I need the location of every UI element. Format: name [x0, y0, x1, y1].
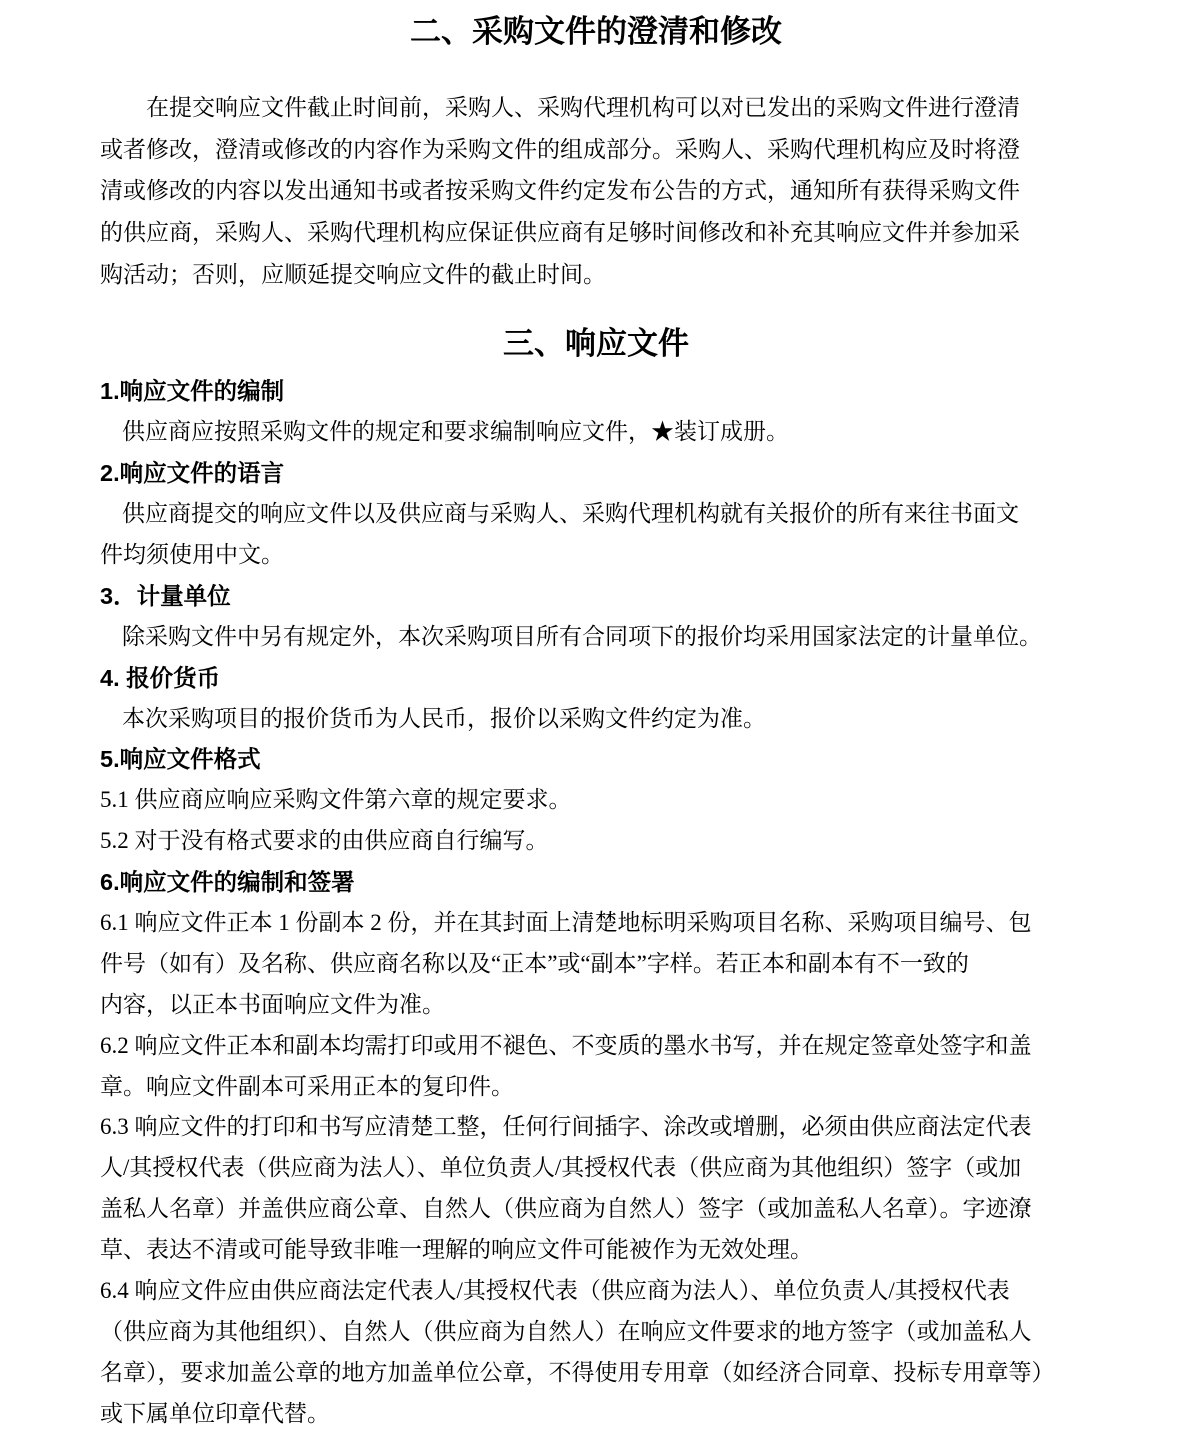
section-3-heading: 三、响应文件 — [503, 326, 689, 362]
clarification-paragraph — [100, 87, 1092, 295]
paragraph-line: 6.4 响应文件应由供应商法定代表人/其授权代表（供应商为法人）、单位负责人/其授权代表 — [100, 1278, 1010, 1304]
response-documents-body — [100, 371, 1092, 1434]
section-2-heading: 二、采购文件的澄清和修改 — [410, 14, 782, 49]
document-page — [0, 10, 1180, 1435]
paragraph-line: 供应商提交的响应文件以及供应商与采购人、采购代理机构就有关报价的所有来往书面文 — [122, 501, 1019, 527]
subheading-2-language: 2.响应文件的语言 — [100, 460, 285, 487]
paragraph-line: 在提交响应文件截止时间前，采购人、采购代理机构可以对已发出的采购文件进行澄清 — [146, 95, 1020, 120]
paragraph-line: 盖私人名章）并盖供应商公章、自然人（供应商为自然人）签字（或加盖私人名章）。字迹潦 — [100, 1196, 1032, 1222]
paragraph-line: 除采购文件中另有规定外，本次采购项目所有合同项下的报价均采用国家法定的计量单位。 — [122, 623, 1042, 649]
paragraph-line: （供应商为其他组织）、自然人（供应商为自然人）在响应文件要求的地方签字（或加盖私人 — [100, 1318, 1032, 1344]
paragraph-line: 购活动；否则，应顺延提交响应文件的截止时间。 — [100, 261, 606, 287]
paragraph-line: 6.3 响应文件的打印和书写应清楚工整，任何行间插字、涂改或增删，必须由供应商法定代表 — [100, 1114, 1032, 1140]
paragraph-line: 6.2 响应文件正本和副本均需打印或用不褪色、不变质的墨水书写，并在规定签章处签字和盖 — [100, 1032, 1032, 1058]
subheading-3-measurement-units: 3．计量单位 — [100, 582, 231, 609]
paragraph-line: 内容，以正本书面响应文件为准。 — [100, 991, 445, 1017]
subheading-1-preparation: 1.响应文件的编制 — [100, 378, 285, 405]
paragraph-line: 人/其授权代表（供应商为法人）、单位负责人/其授权代表（供应商为其他组织）签字（或加 — [100, 1155, 1022, 1181]
paragraph-line: 名章），要求加盖公章的地方加盖单位公章，不得使用专用章（如经济合同章、投标专用章等） — [100, 1359, 1055, 1385]
paragraph-line: 草、表达不清或可能导致非唯一理解的响应文件可能被作为无效处理。 — [100, 1237, 813, 1263]
paragraph-line: 或下属单位印章代替。 — [100, 1400, 330, 1426]
subheading-4-quotation-currency: 4. 报价货币 — [100, 664, 221, 691]
paragraph-line: 5.2 对于没有格式要求的由供应商自行编写。 — [100, 828, 549, 854]
paragraph-line: 5.1 供应商应响应采购文件第六章的规定要求。 — [100, 787, 572, 813]
paragraph-line: 的供应商，采购人、采购代理机构应保证供应商有足够时间修改和补充其响应文件并参加采 — [100, 220, 1020, 246]
paragraph-line: 供应商应按照采购文件的规定和要求编制响应文件，★装订成册。 — [122, 419, 789, 445]
paragraph-line: 清或修改的内容以发出通知书或者按采购文件约定发布公告的方式，通知所有获得采购文件 — [100, 178, 1020, 204]
paragraph-line: 6.1 响应文件正本 1 份副本 2 份，并在其封面上清楚地标明采购项目名称、采购项目编号、包 — [100, 910, 1032, 936]
subheading-5-format: 5.响应文件格式 — [100, 746, 261, 773]
paragraph-line: 章。响应文件副本可采用正本的复印件。 — [100, 1073, 514, 1099]
paragraph-line: 或者修改，澄清或修改的内容作为采购文件的组成部分。采购人、采购代理机构应及时将澄 — [100, 136, 1020, 162]
paragraph-line: 本次采购项目的报价货币为人民币，报价以采购文件约定为准。 — [122, 705, 766, 731]
paragraph-line: 件均须使用中文。 — [100, 542, 284, 567]
subheading-6-preparation-signing: 6.响应文件的编制和签署 — [100, 869, 355, 896]
paragraph-line: 件号（如有）及名称、供应商名称以及“正本”或“副本”字样。若正本和副本有不一致的 — [100, 950, 969, 976]
